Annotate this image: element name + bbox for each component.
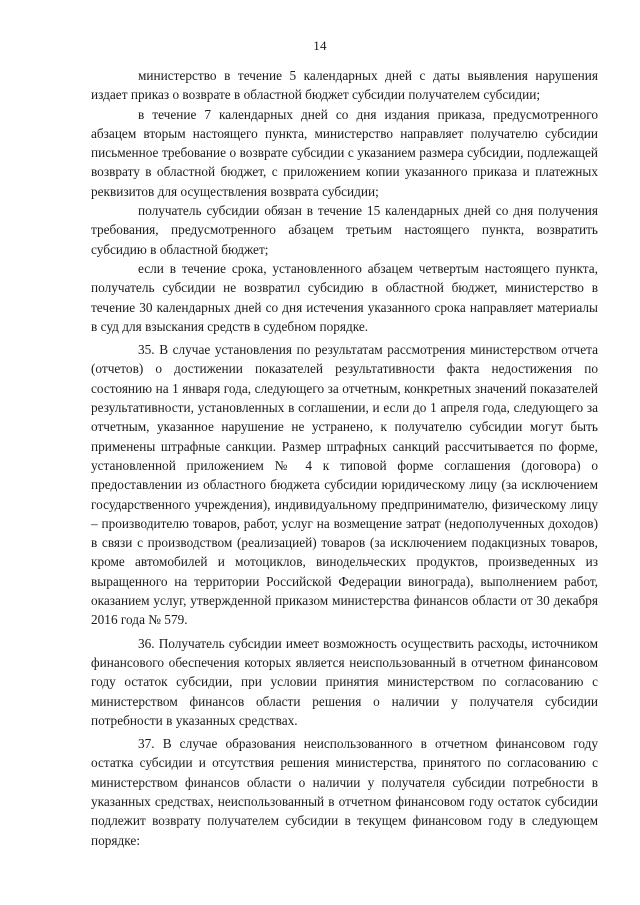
paragraph-2: в течение 7 календарных дней со дня издания приказа, предусмотренного абзацем вторым настоящего пункта, министерство направляет получателю субсидии письменное требование о возврате субсидии с указанием размера субсидии, подлежащей возврату в областной бюджет, с приложением копии указанного приказа и платежных реквизитов для осуществления возврата субсидии; xyxy=(91,106,598,199)
paragraph-37: 37. В случае образования неиспользованного в отчетном финансовом году остатка субсидии и отсутствия решения министерства, принятого по согласованию с министерством финансов области о наличии у получателя субсидии потребности в указанных средствах, неиспользованный в отчетном финансовом году остаток субсидии подлежит возврату получателем субсидии в текущем финансовом году в следующем порядке: xyxy=(91,736,598,848)
document-body xyxy=(91,66,598,850)
page-number: 14 xyxy=(313,38,327,53)
paragraph-35: 35. В случае установления по результатам рассмотрения министерством отчета (отчетов) о достижении показателей результативности факта недостижения по состоянию на 1 января года, следующего за отчетным, конкретных значений показателей результативности, установленных в соглашении, и если до 1 апреля года, следующего за отчетным, указанное нарушение не устранено, к получателю субсидии могут быть применены штрафные санкции. Размер штрафных санкций рассчитывается по форме, установленной приложением № 4 к типовой форме соглашения (договора) о предоставлении из областного бюджета субсидии юридическому лицу (за исключением государственного учреждения), индивидуальному предпринимателю, физическому лицу – производителю товаров, работ, услуг на возмещение затрат (недополученных доходов) в связи с производством (реализацией) товаров (за исключением подакцизных товаров, кроме автомобилей и мотоциклов, винодельческих продуктов, произведенных из выращенного на территории Российской Федерации винограда), выполнением работ, оказанием услуг, утвержденной приказом министерства финансов области от 30 декабря 2016 года № 579. xyxy=(91,342,598,628)
paragraph-36: 36. Получатель субсидии имеет возможность осуществить расходы, источником финансового обеспечения которых является неиспользованный в отчетном финансовом году остаток субсидии, при условии принятия министерством по согласованию с министерством финансов области решения о наличии у получателя субсидии потребности в указанных средствах. xyxy=(91,635,598,728)
paragraph-4: если в течение срока, установленного абзацем четвертым настоящего пункта, получатель субсидии не возвратил субсидию в областной бюджет, министерство в течение 30 календарных дней со дня истечения указанного срока направляет материалы в суд для взыскания средств в судебном порядке. xyxy=(91,260,598,334)
paragraph-3: получатель субсидии обязан в течение 15 календарных дней со дня получения требования, предусмотренного абзацем третьим настоящего пункта, возвратить субсидию в областной бюджет; xyxy=(91,203,598,257)
paragraph-1: министерство в течение 5 календарных дней с даты выявления нарушения издает приказ о возврате в областной бюджет субсидии получателем субсидии; xyxy=(91,68,598,103)
